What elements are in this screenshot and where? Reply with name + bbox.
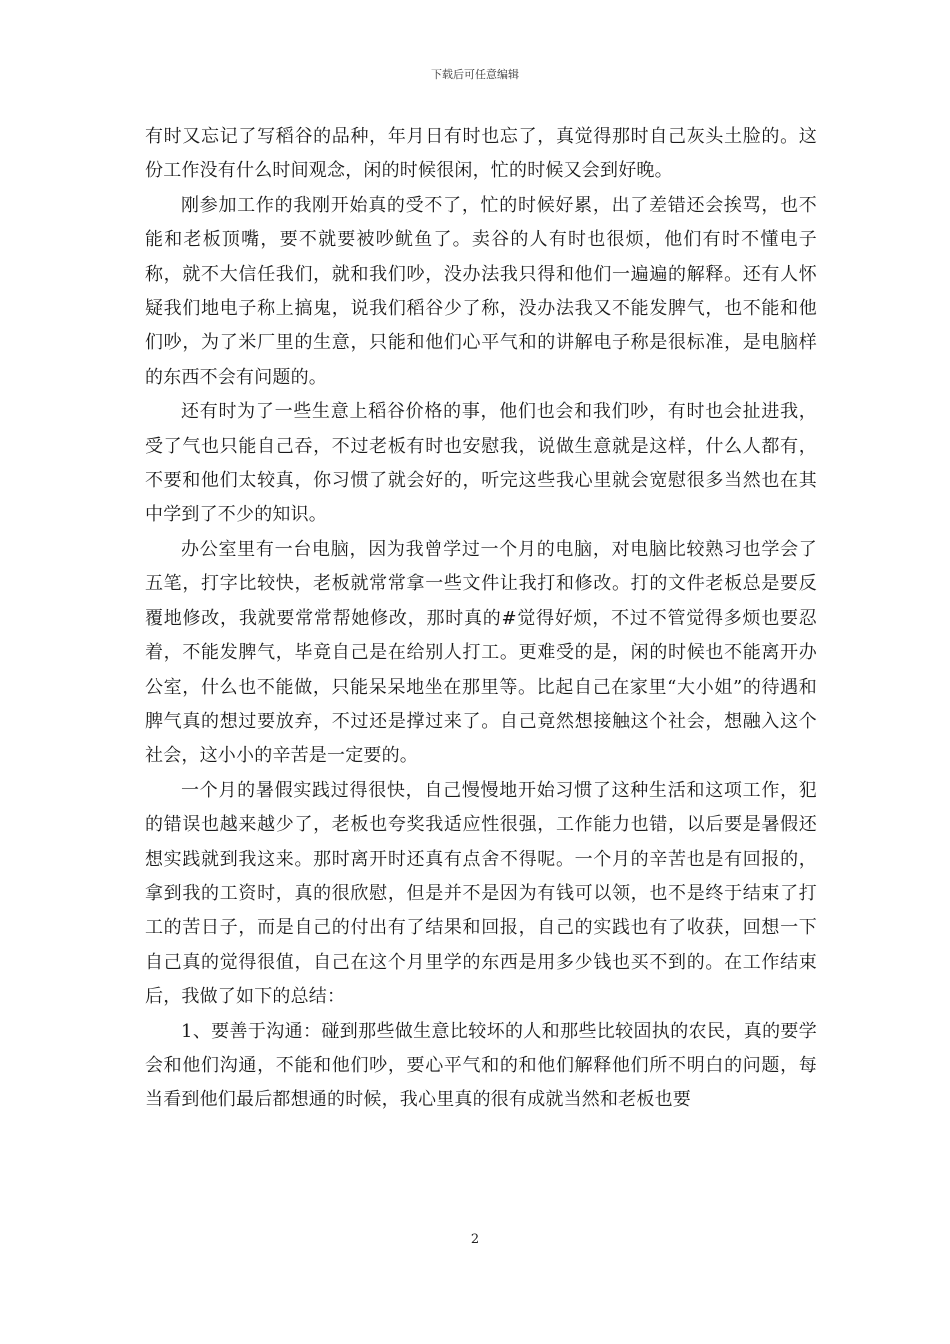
paragraph-summary-point-1: 1、要善于沟通：碰到那些做生意比较坏的人和那些比较固执的农民，真的要学会和他们沟通，不能和他们吵，要心平气和的和他们解释他们所不明白的问题，每当看到他们最后都想通的时候，我心里真的很有成就当然和老板也要 — [145, 1020, 817, 1111]
paragraph-continuation: 有时又忘记了写稻谷的品种，年月日有时也忘了，真觉得那时自己灰头土脸的。这份工作没有什么时间观念，闲的时候很闲，忙的时候又会到好晚。 — [145, 126, 817, 182]
paragraph: 还有时为了一些生意上稻谷价格的事，他们也会和我们吵，有时也会扯进我，受了气也只能自己吞，不过老板有时也安慰我，说做生意就是这样，什么人都有，不要和他们太较真，你习惯了就会好的，听完这些我心里就会宽慰很多当然也在其中学到了不少的知识。 — [145, 401, 817, 526]
page-header: 下载后可任意编辑 — [431, 68, 519, 81]
paragraph: 刚参加工作的我刚开始真的受不了，忙的时候好累，出了差错还会挨骂，也不能和老板顶嘴，要不就要被吵鱿鱼了。卖谷的人有时也很烦，他们有时不懂电子称，就不大信任我们，就和我们吵，没办法我只得和他们一遍遍的解释。还有人怀疑我们地电子称上搞鬼，说我们稻谷少了称，没办法我又不能发脾气，也不能和他们吵，为了米厂里的生意，只能和他们心平气和的讲解电子称是很标准，是电脑样的东西不会有问题的。 — [145, 194, 817, 388]
page-number: 2 — [470, 1232, 480, 1247]
document-body — [145, 120, 817, 1118]
paragraph: 一个月的暑假实践过得很快，自己慢慢地开始习惯了这种生活和这项工作，犯的错误也越来越少了，老板也夸奖我适应性很强，工作能力也错，以后要是暑假还想实践就到我这来。那时离开时还真有点舍不得呢。一个月的辛苦也是有回报的，拿到我的工资时，真的很欣慰，但是并不是因为有钱可以领，也不是终于结束了打工的苦日子，而是自己的付出有了结果和回报，自己的实践也有了收获，回想一下自己真的觉得很值，自己在这个月里学的东西是用多少钱也买不到的。在工作结束后，我做了如下的总结： — [145, 779, 817, 1008]
paragraph: 办公室里有一台电脑，因为我曾学过一个月的电脑，对电脑比较熟习也学会了五笔，打字比较快，老板就常常拿一些文件让我打和修改。打的文件老板总是要反覆地修改，我就要常常帮她修改，那时真的#觉得好烦，不过不管觉得多烦也要忍着，不能发脾气，毕竟自己是在给别人打工。更难受的是，闲的时候也不能离开办公室，什么也不能做，只能呆呆地坐在那里等。比起自己在家里“大小姐”的待遇和脾气真的想过要放弃，不过还是撑过来了。自己竟然想接触这个社会，想融入这个社会，这小小的辛苦是一定要的。 — [145, 538, 817, 767]
